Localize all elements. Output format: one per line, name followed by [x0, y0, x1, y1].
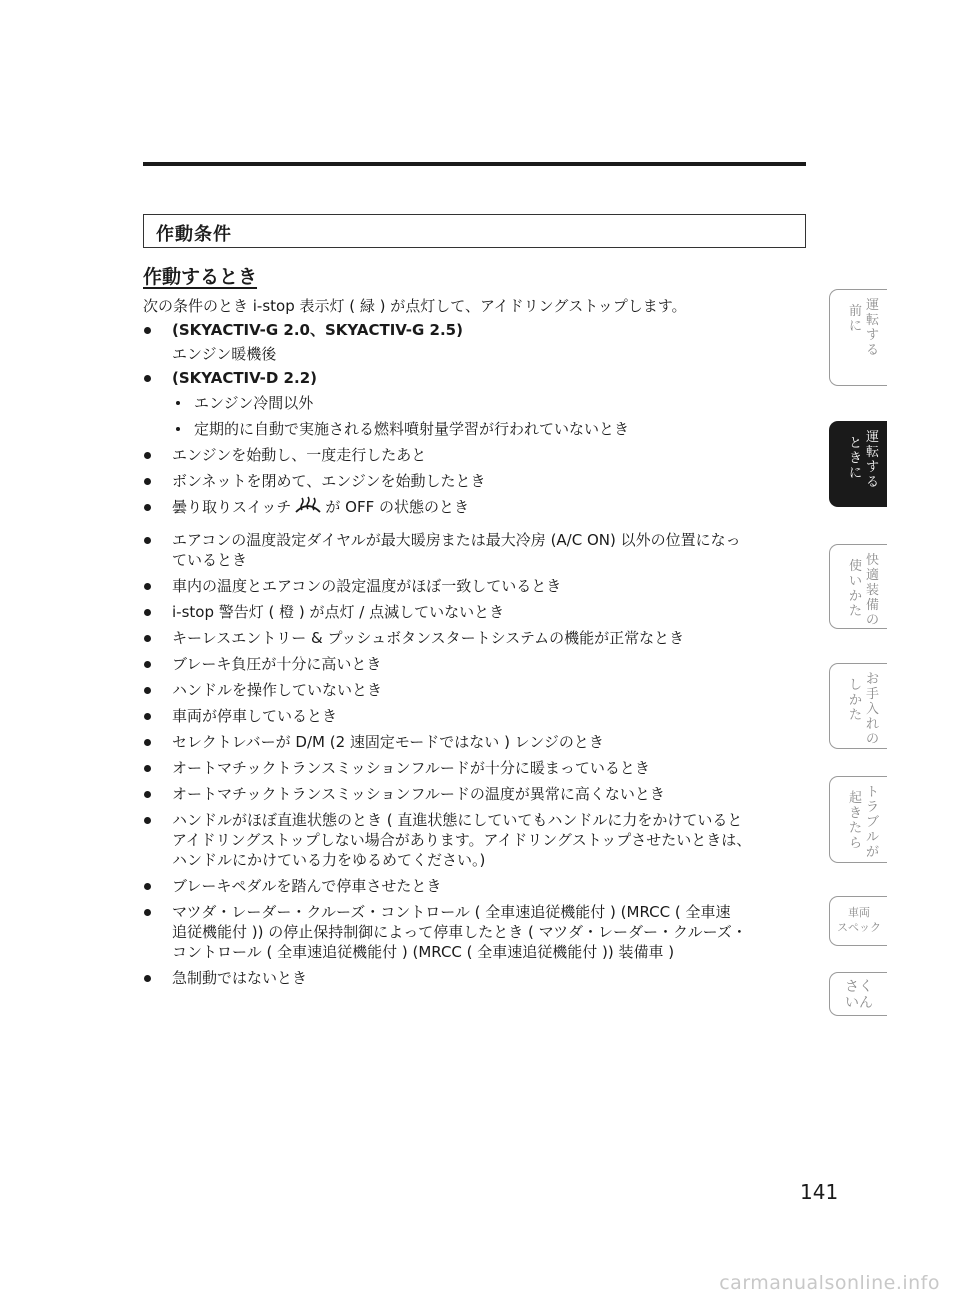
list-item: キーレスエントリー & プッシュボタンスタートシステムの機能が正常なとき [172, 629, 685, 647]
tab-comfort[interactable] [829, 544, 887, 629]
list-item: ているとき [172, 551, 248, 569]
tab-maintenance[interactable] [829, 663, 887, 749]
list-item: (SKYACTIV-G 2.0、SKYACTIV-G 2.5) [172, 321, 463, 339]
tab-label: 車両 [848, 906, 870, 919]
list-item: ハンドルにかけている力をゆるめてください。) [172, 851, 486, 869]
tab-label: スペック [837, 921, 881, 934]
list-item: 追従機能付 )) の停止保持制御によって停車したとき ( マツダ・レーダー・クルーズ・ [172, 923, 747, 941]
list-item: ブレーキ負圧が十分に高いとき [172, 655, 382, 673]
tab-specs[interactable] [829, 896, 887, 946]
tab-trouble[interactable] [829, 776, 887, 863]
bullet-dot [144, 635, 151, 642]
bullet-dot [144, 975, 151, 982]
list-item: 定期的に自動で実施される燃料噴射量学習が行われていないとき [194, 420, 630, 438]
tab-label: お手入れの [865, 672, 879, 747]
tab-label: 使いかた [848, 559, 862, 619]
list-item: ブレーキペダルを踏んで停車させたとき [172, 877, 442, 895]
bullet-dot [144, 791, 151, 798]
bullet-dot [144, 739, 151, 746]
bullet-dot [144, 375, 151, 382]
bullet-dot [144, 765, 151, 772]
bullet-dot [144, 713, 151, 720]
tab-label: しかた [848, 678, 862, 723]
list-item: オートマチックトランスミッションフルードが十分に暖まっているとき [172, 759, 650, 777]
bullet-dot [144, 452, 151, 459]
list-item: i-stop 警告灯 ( 橙 ) が点灯 / 点滅していないとき [172, 603, 505, 621]
bullet-dot [144, 504, 151, 511]
bullet-dot [144, 883, 151, 890]
sub-bullet-dot [176, 401, 180, 405]
bullet-dot [144, 661, 151, 668]
intro-text: 次の条件のとき i-stop 表示灯 ( 緑 ) が点灯して、アイドリングストップします。 [143, 297, 687, 315]
bullet-dot [144, 609, 151, 616]
bullet-dot [144, 817, 151, 824]
tab-while-driving[interactable] [829, 421, 887, 507]
bullet-dot [144, 478, 151, 485]
tab-label: ときに [848, 436, 862, 481]
list-item: エアコンの温度設定ダイヤルが最大暖房または最大冷房 (A/C ON) 以外の位置になっ [172, 531, 741, 549]
list-item: エンジン冷間以外 [194, 394, 314, 412]
list-item: セレクトレバーが D/M (2 速固定モードではない ) レンジのとき [172, 733, 604, 751]
list-item-text: 曇り取りスイッチ [172, 498, 292, 516]
defogger-switch-icon [293, 496, 323, 516]
list-item: 車両が停車しているとき [172, 707, 338, 725]
list-item: ハンドルを操作していないとき [172, 681, 383, 699]
subheading: 作動するとき [143, 266, 258, 288]
section-title: 作動条件 [156, 224, 232, 245]
tab-label: いん [845, 995, 873, 1011]
list-item: 急制動ではないとき [172, 969, 308, 987]
bullet-dot [144, 583, 151, 590]
bullet-dot [144, 687, 151, 694]
list-item: マツダ・レーダー・クルーズ・コントロール ( 全車速追従機能付 ) (MRCC ( 全車速 [172, 903, 731, 921]
tab-label: 運転する [865, 298, 879, 358]
list-item: コントロール ( 全車速追従機能付 ) (MRCC ( 全車速追従機能付 )) 装備車 ) [172, 943, 675, 961]
list-item: オートマチックトランスミッションフルードの温度が異常に高くないとき [172, 785, 665, 803]
list-item: (SKYACTIV-D 2.2) [172, 369, 317, 387]
sub-bullet-dot [176, 427, 180, 431]
tab-label: 起きたら [848, 791, 862, 851]
list-item: ボンネットを閉めて、エンジンを始動したとき [172, 472, 486, 490]
list-item-text: が OFF の状態のとき [325, 498, 470, 516]
bullet-dot [144, 909, 151, 916]
tab-label: トラブルが [865, 785, 879, 860]
list-item: アイドリングストップしない場合があります。アイドリングストップさせたいときは、 [172, 831, 752, 849]
list-item: ハンドルがほぼ直進状態のとき ( 直進状態にしていてもハンドルに力をかけていると [172, 811, 743, 829]
bullet-dot [144, 327, 151, 334]
list-item: エンジンを始動し、一度走行したあと [172, 446, 427, 464]
tab-index[interactable] [829, 972, 887, 1016]
list-item [172, 495, 469, 519]
watermark: carmanualsonline.info [719, 1272, 940, 1294]
tab-label: 快適装備の [865, 553, 879, 628]
page-number: 141 [800, 1180, 839, 1204]
tab-label: さく [845, 979, 873, 995]
list-item: エンジン暖機後 [172, 345, 277, 363]
bullet-dot [144, 537, 151, 544]
list-item: 車内の温度とエアコンの設定温度がほぼ一致しているとき [172, 577, 562, 595]
tab-label: 運転する [865, 430, 879, 490]
tab-label: 前に [848, 304, 862, 334]
tab-before-driving[interactable] [829, 289, 887, 386]
